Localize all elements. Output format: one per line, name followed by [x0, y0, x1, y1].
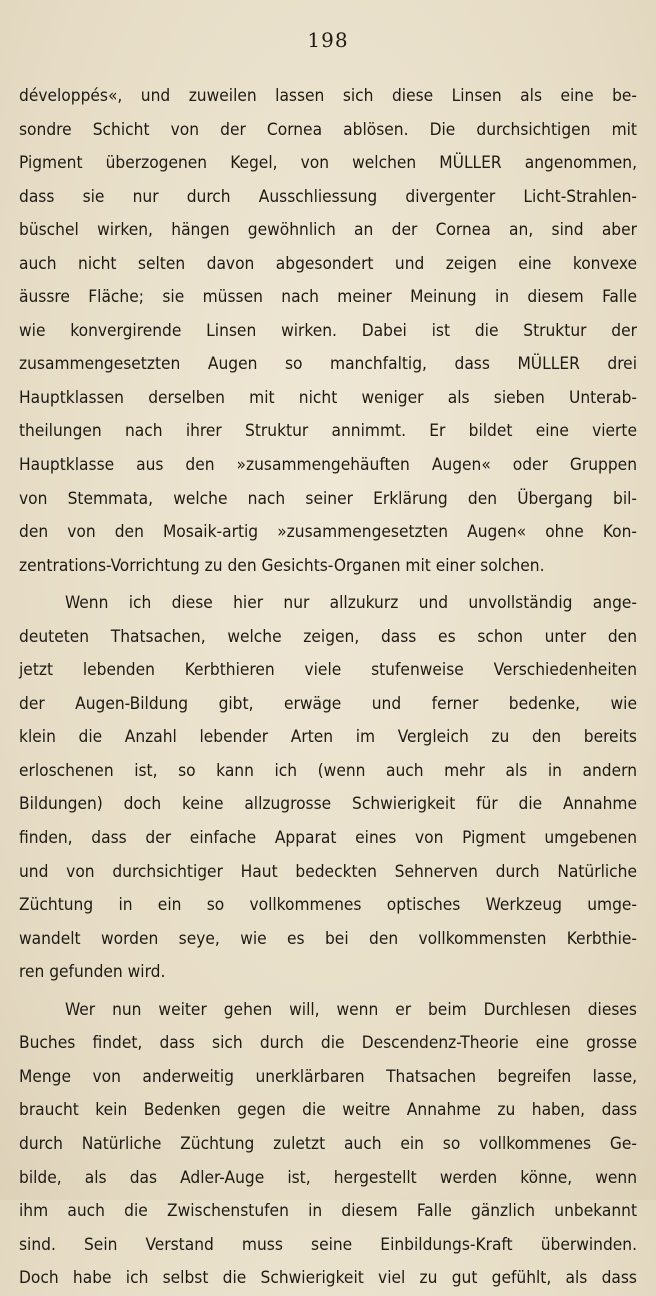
text-line: der Augen-Bildung gibt, erwäge und ferner bedenke, wie [19, 693, 637, 714]
text-line: deuteten Thatsachen, welche zeigen, dass es schon unter den [19, 626, 637, 647]
text-line: von Stemmata, welche nach seiner Erklärung den Übergang bil- [19, 488, 637, 509]
text-line: dass sie nur durch Ausschliessung divergenter Licht-Strahlen- [19, 186, 637, 207]
body-text [19, 80, 637, 1296]
text-line: auch nicht selten davon abgesondert und zeigen eine konvexe [19, 253, 637, 274]
text-line: wandelt worden seye, wie es bei den vollkommensten Kerbthie- [19, 928, 637, 949]
text-line: Bildungen) doch keine allzugrosse Schwierigkeit für die Annahme [19, 794, 637, 815]
text-line: äussre Fläche; sie müssen nach meiner Meinung in diesem Falle [19, 287, 637, 308]
text-line: Wenn ich diese hier nur allzukurz und unvollständig ange- [65, 593, 637, 614]
text-line: Pigment überzogenen Kegel, von welchen MÜLLER angenommen, [19, 153, 637, 174]
text-line: Hauptklassen derselben mit nicht weniger als sieben Unterab- [19, 387, 637, 408]
text-line: wie konvergirende Linsen wirken. Dabei ist die Struktur der [19, 320, 637, 341]
text-line: ihm auch die Zwischenstufen in diesem Falle gänzlich unbekannt [19, 1201, 637, 1222]
text-line: développés«, und zuweilen lassen sich diese Linsen als eine be- [19, 86, 637, 106]
text-line: finden, dass der einfache Apparat eines von Pigment umgebenen [19, 828, 637, 849]
text-line: durch Natürliche Züchtung zuletzt auch ein so vollkommenes Ge- [19, 1133, 637, 1154]
text-line: Doch habe ich selbst die Schwierigkeit viel zu gut gefühlt, als dass [19, 1268, 637, 1289]
text-line: zentrations-Vorrichtung zu den Gesichts-Organen mit einer solchen. [19, 555, 545, 576]
text-line: braucht kein Bedenken gegen die weitre Annahme zu haben, dass [19, 1100, 637, 1121]
page-number: 198 [307, 28, 349, 52]
paragraph-1 [19, 80, 637, 583]
text-line: Züchtung in ein so vollkommenes optisches Werkzeug umge- [19, 895, 637, 916]
text-line: zusammengesetzten Augen so manchfaltig, dass MÜLLER drei [19, 354, 637, 375]
text-line: büschel wirken, hängen gewöhnlich an der Cornea an, sind aber [19, 220, 637, 241]
text-line: klein die Anzahl lebender Arten im Vergleich zu den bereits [19, 727, 637, 748]
text-line: Wer nun weiter gehen will, wenn er beim Durchlesen dieses [65, 999, 637, 1020]
text-line: Buches findet, dass sich durch die Descendenz-Theorie eine grosse [19, 1033, 637, 1054]
text-line: Menge von anderweitig unerklärbaren Thatsachen begreifen lasse, [19, 1066, 637, 1087]
text-line: erloschenen ist, so kann ich (wenn auch mehr als in andern [19, 760, 637, 781]
text-line: bilde, als das Adler-Auge ist, hergestellt werden könne, wenn [19, 1167, 637, 1188]
text-line: und von durchsichtiger Haut bedeckten Sehnerven durch Natürliche [19, 861, 637, 882]
text-line: Hauptklasse aus den »zusammengehäuften Augen« oder Gruppen [19, 455, 637, 476]
text-line: jetzt lebenden Kerbthieren viele stufenweise Verschiedenheiten [19, 660, 637, 681]
text-line: den von den Mosaik-artig »zusammengesetzten Augen« ohne Kon- [19, 522, 637, 543]
text-line: sind. Sein Verstand muss seine Einbildungs-Kraft überwinden. [19, 1234, 637, 1255]
text-line: sondre Schicht von der Cornea ablösen. Die durchsichtigen mit [19, 119, 637, 140]
paragraph-3 [19, 994, 637, 1296]
text-line: theilungen nach ihrer Struktur annimmt. Er bildet eine vierte [19, 421, 637, 442]
text-line: ren gefunden wird. [19, 962, 166, 983]
paragraph-2 [19, 587, 637, 990]
